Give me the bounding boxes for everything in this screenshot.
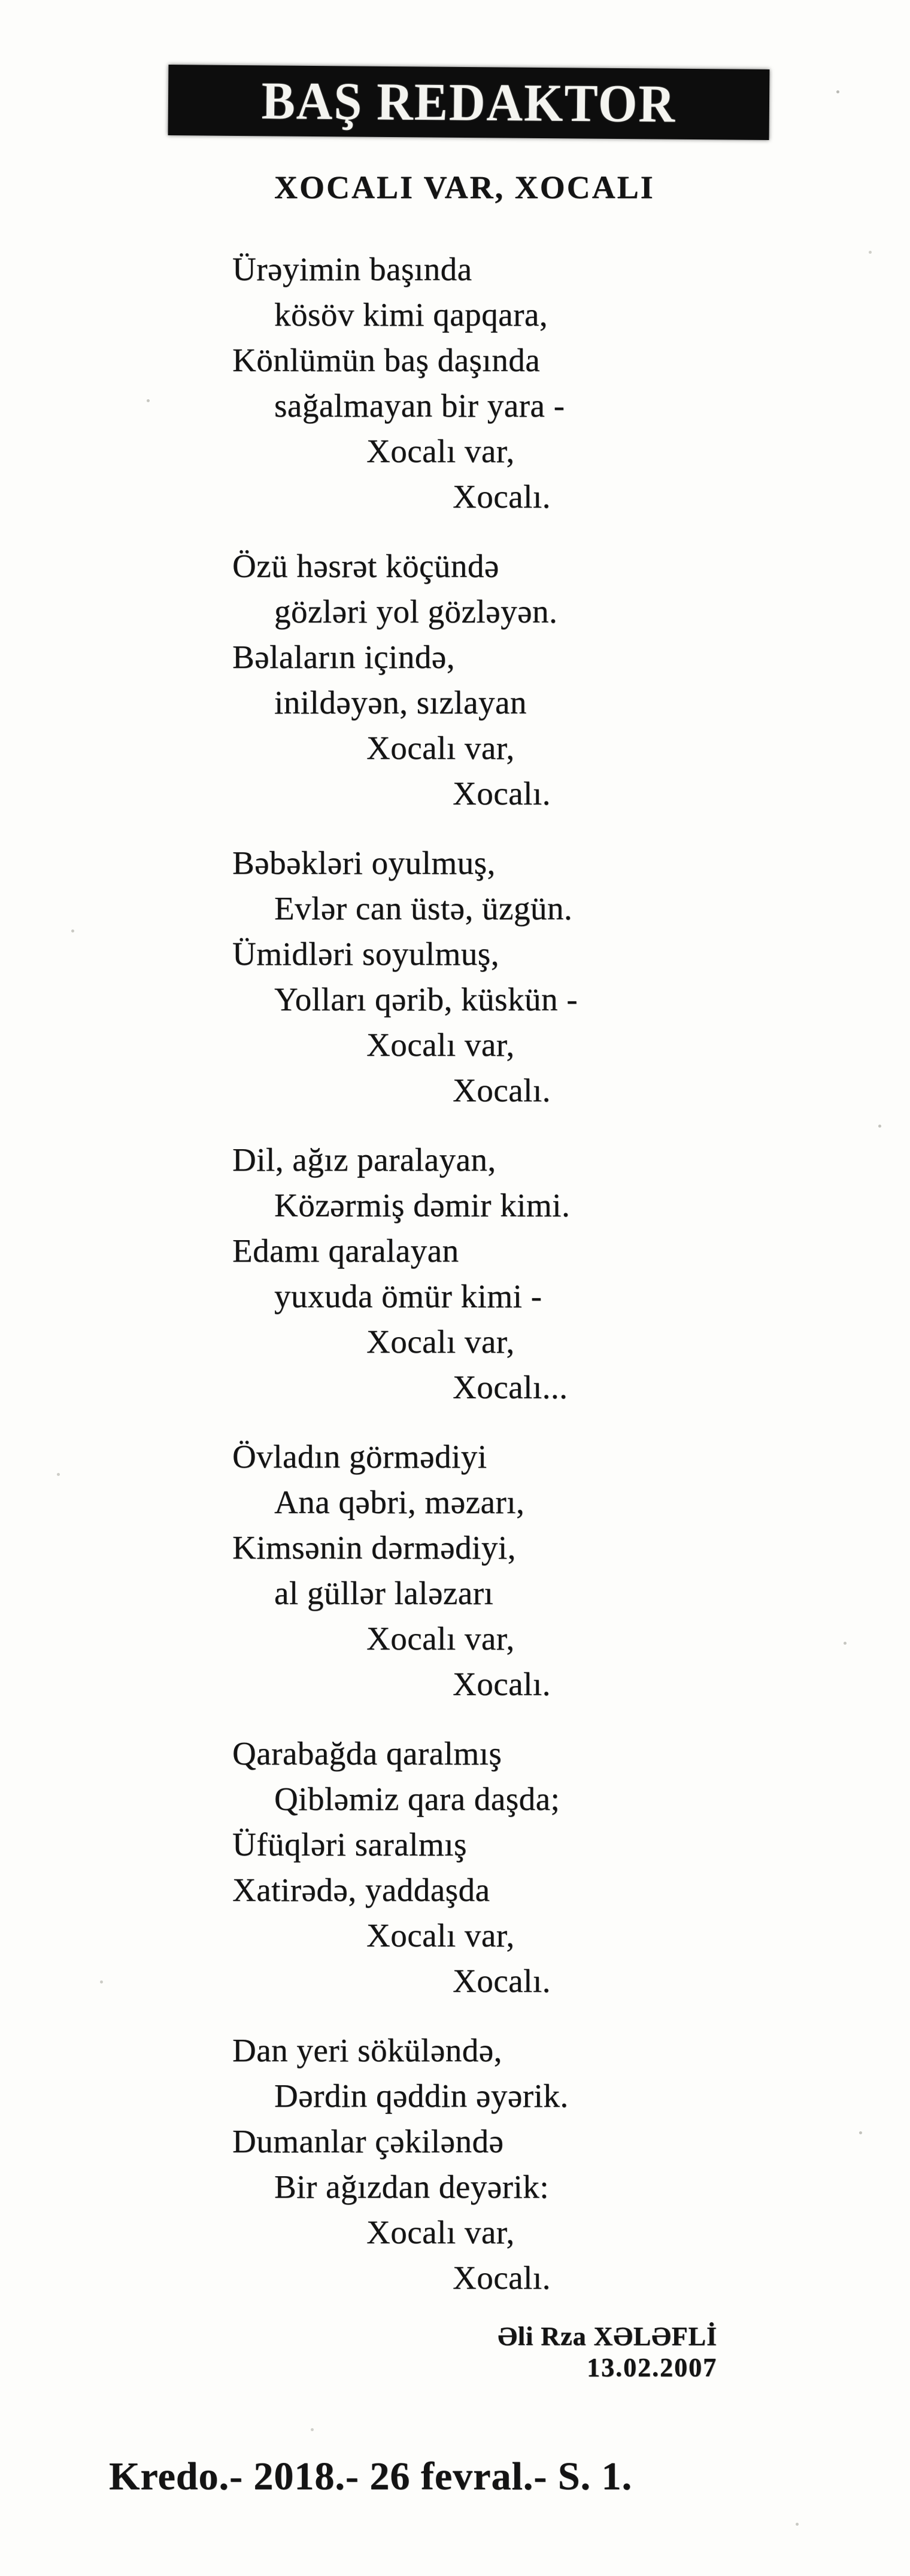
stanza: [0, 1731, 910, 2004]
poem-line: Bir ağızdan deyərik:: [274, 2168, 549, 2205]
poem-title: XOCALI VAR, XOCALI: [274, 169, 655, 205]
poem-line: Xocalı var,: [366, 433, 515, 469]
poem-line: Xocalı.: [453, 1963, 551, 1999]
poem-line: kösöv kimi qapqara,: [274, 296, 548, 333]
stanza: [0, 2028, 910, 2301]
stanza: [0, 247, 910, 520]
poem-line: Xocalı var,: [366, 2214, 515, 2250]
poem-line: Yolları qərib, küskün -: [274, 981, 578, 1017]
poem-line: Könlümün baş daşında: [232, 342, 541, 378]
poem-line: Dan yeri söküləndə,: [232, 2032, 502, 2068]
author-name: Əli Rza XƏLƏFLİ: [498, 2322, 717, 2351]
poem-line: Ana qəbri, məzarı,: [274, 1484, 525, 1520]
signature-block: [498, 2321, 717, 2383]
poem-line: Qarabağda qaralmış: [232, 1735, 502, 1772]
section-banner: [168, 65, 770, 140]
poem-line: Dil, ağız paralayan,: [232, 1141, 496, 1178]
poem-line: Xocalı var,: [366, 1026, 515, 1063]
poem-line: Özü həsrət köçündə: [232, 548, 499, 584]
poem-line: Xatirədə, yaddaşda: [232, 1872, 490, 1908]
poem-line: Qibləmiz qara daşda;: [274, 1781, 560, 1817]
poem-line: sağalmayan bir yara -: [274, 387, 565, 424]
signature-date: 13.02.2007: [587, 2353, 717, 2382]
poem-line: Xocalı.: [453, 478, 551, 515]
poem-line: Dumanlar çəkiləndə: [232, 2123, 504, 2159]
poem-line: Ümidləri soyulmuş,: [232, 935, 499, 972]
poem-line: Xocalı var,: [366, 1917, 515, 1954]
poem-line: Edamı qaralayan: [232, 1232, 459, 1269]
poem-line: Xocalı.: [453, 2259, 551, 2296]
poem-line: al güllər laləzarı: [274, 1575, 494, 1611]
poem-body: [0, 247, 910, 2325]
poem-line: Ürəyimin başında: [232, 251, 472, 287]
footer-citation: Kredo.- 2018.- 26 fevral.- S. 1.: [109, 2455, 632, 2498]
stanza: [0, 543, 910, 816]
poem-line: Dərdin qəddin əyərik.: [274, 2077, 569, 2114]
poem-line: inildəyən, sızlayan: [274, 684, 527, 721]
poem-line: Xocalı var,: [366, 730, 515, 766]
poem-line: Xocalı var,: [366, 1620, 515, 1657]
poem-line: Bəbəkləri oyulmuş,: [232, 845, 496, 881]
stanza: [0, 1434, 910, 1707]
poem-line: Övladın görmədiyi: [232, 1438, 487, 1475]
poem-line: Üfüqləri saralmış: [232, 1826, 467, 1863]
poem-line: Xocalı var,: [366, 1323, 515, 1360]
poem-line: Evlər can üstə, üzgün.: [274, 890, 573, 926]
poem-line: Xocalı.: [453, 1666, 551, 1702]
stanza: [0, 1137, 910, 1410]
poem-line: Xocalı.: [453, 775, 551, 812]
poem-line: gözləri yol gözləyən.: [274, 593, 558, 630]
poem-line: Bəlaların içində,: [232, 639, 455, 675]
stanza: [0, 840, 910, 1113]
poem-line: yuxuda ömür kimi -: [274, 1278, 542, 1314]
poem-line: Közərmiş dəmir kimi.: [274, 1187, 571, 1223]
banner-title: BAŞ REDAKTOR: [261, 71, 677, 134]
poem-line: Kimsənin dərmədiyi,: [232, 1529, 516, 1566]
poem-line: Xocalı.: [453, 1072, 551, 1108]
poem-line: Xocalı...: [453, 1369, 568, 1405]
